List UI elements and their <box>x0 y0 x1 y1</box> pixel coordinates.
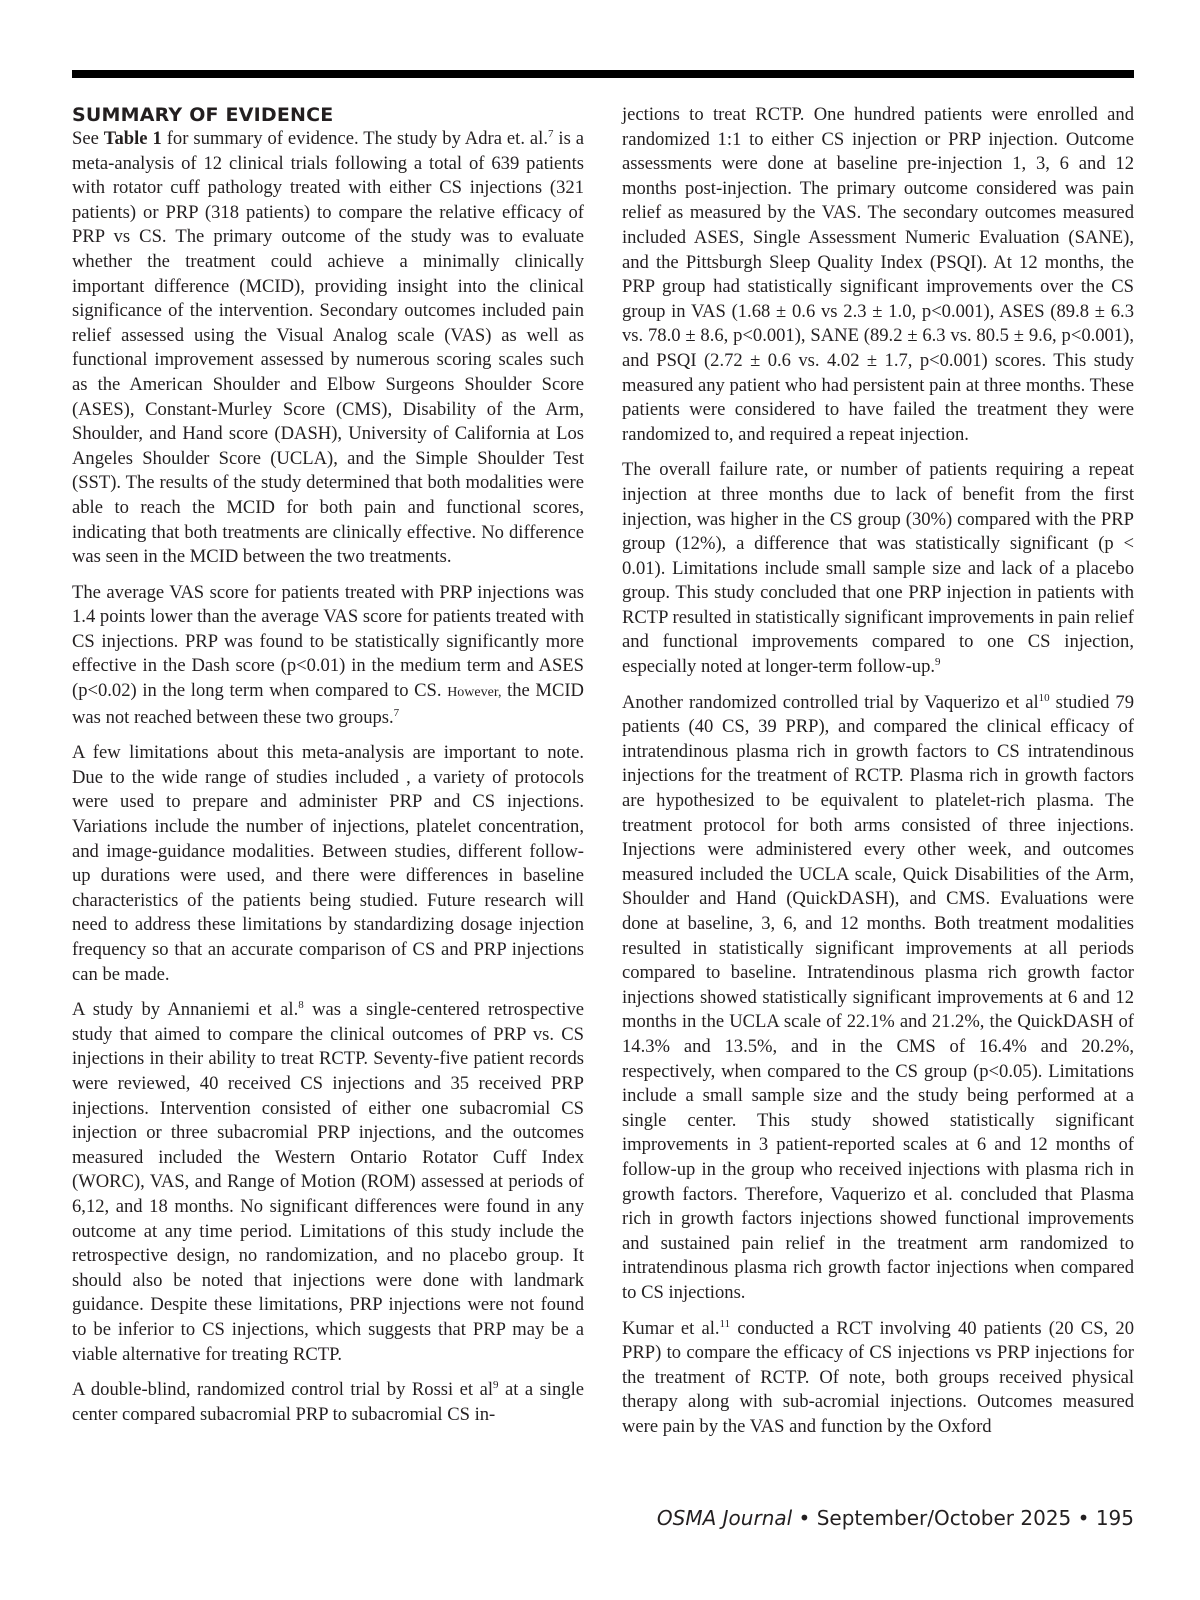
left-column <box>72 103 584 1438</box>
paragraph-rossi-trial <box>72 1378 584 1427</box>
text: Another randomized controlled trial by Vaquerizo et al <box>622 691 1039 713</box>
paragraph-kumar-rct <box>622 1317 1134 1440</box>
page-footer <box>657 1506 1134 1530</box>
page-number: 195 <box>1095 1506 1134 1530</box>
table-reference: Table 1 <box>103 128 162 149</box>
text: at a single center compared subacromial PRP to subacromial CS in- <box>72 1379 585 1425</box>
citation-superscript: 9 <box>935 655 941 668</box>
issue-date: September/October 2025 <box>816 1506 1072 1530</box>
header-rule <box>72 70 1134 78</box>
text: was a single-centered retrospective study that aimed to compare the clinical outcomes of PRP vs. CS injections in their ability to treat RCTP. Seventy-five patient records were reviewed, 40 received CS injections and 35 received PRP injections. Intervention consisted of either one subacromial CS injection or three subacromial PRP injections, and the outcomes measured included the Western Ontario Rotator Cuff Index (WORC), VAS, and Range of Motion (ROM) assessed at periods of 6,12, and 18 months. No significant differences were found in any outcome at any time period. Limitations of this study include the retrospective design, no randomization, and no placebo group. It should also be noted that injections were done with landmark guidance. Despite these limitations, PRP injections were not found to be inferior to CS injections, which suggests that PRP may be a viable alternative for treating RCTP. <box>72 999 585 1365</box>
paragraph-rossi-continued: jections to treat RCTP. One hundred patients were enrolled and randomized 1:1 to either CS injection or PRP injection. Outcome assessments were done at baseline pre-injection 1, 3, 6 and 12 months post-injection. The primary outcome considered was pain relief as measured by the VAS. The secondary outcomes measured included ASES, Single Assessment Numeric Evaluation (SANE), and the Pittsburgh Sleep Quality Index (PSQI). At 12 months, the PRP group had statistically significant improvements over the CS group in VAS (1.68 ± 0.6 vs 2.3 ± 1.0, p<0.001), ASES (89.8 ± 6.3 vs. 78.0 ± 8.6, p<0.001), SANE (89.2 ± 6.3 vs. 80.5 ± 9.6, p<0.001), and PSQI (2.72 ± 0.6 vs. 4.02 ± 1.7, p<0.001) scores. This study measured any patient who had persistent pain at three months. These patients were considered to have failed the treatment they were randomized to, and required a repeat injection. <box>622 104 1134 445</box>
text: conducted a RCT involving 40 patients (20 CS, 20 PRP) to compare the efficacy of CS injections vs PRP injections for the treatment of RCTP. Of note, both groups received physical therapy along with sub-acromial injections. Outcomes measured were pain by the VAS and function by the Oxford <box>622 1317 1134 1437</box>
text: A study by Annaniemi et al. <box>72 999 299 1021</box>
citation-superscript: 7 <box>393 706 400 719</box>
text: See <box>72 128 104 149</box>
text: A double-blind, randomized control trial by Rossi et al <box>72 1379 493 1401</box>
citation-superscript: 9 <box>493 1378 499 1391</box>
paragraph-vas-scores <box>72 581 584 731</box>
paragraph-failure-rate <box>622 458 1134 679</box>
text: for summary of evidence. The study by Adra et. al. <box>161 128 548 149</box>
paragraph-vaquerizo-trial <box>622 691 1134 1306</box>
text: is a meta-analysis of 12 clinical trials following a total of 639 patients with rotator cuff pathology treated with either CS injections (321 patients) or PRP (318 patients) to compare the relative efficacy of PRP vs CS. The primary outcome of the study was to evaluate whether the treatment could achieve a minimally clinically important difference (MCID), providing insight into the clinical significance of the intervention. Secondary outcomes included pain relief assessed using the Visual Analog scale (VAS) as well as functional improvement assessed by numerous scoring scales such as the American Shoulder and Elbow Surgeons Shoulder Score (ASES), Constant-Murley Score (CMS), Disability of the Arm, Shoulder, and Hand score (DASH), University of California at Los Angeles Shoulder Score (UCLA), and the Simple Shoulder Test (SST). The results of the study determined that both modalities were able to reach the MCID for both pain and functional scores, indicating that both treatments are clinically effective. No difference was seen in the MCID between the two treatments. <box>72 128 584 568</box>
paragraph-limitations: A few limitations about this meta-analysis are important to note. Due to the wide range of studies included , a variety of protocols were used to prepare and administer PRP and CS injections. Variations include the number of injections, platelet concentration, and image-guidance modalities. Between studies, different follow-up durations were used, and there were differences in baseline characteristics of the patients being studied. Future research will need to address these limitations by standardizing dosage injection frequency so that an accurate comparison of CS and PRP injections can be made. <box>72 742 584 985</box>
journal-name: OSMA Journal <box>656 1506 793 1530</box>
text: studied 79 patients (40 CS, 39 PRP), and compared the clinical efficacy of intratendinous plasma rich in growth factors to CS intratendinous injections for the treatment of RCTP. Plasma rich in growth factors are hypothesized to be equivalent to platelet-rich plasma. The treatment protocol for both arms consisted of three injections. Injections were administered every other week, and outcomes measured included the UCLA scale, Quick Disabilities of the Arm, Shoulder and Hand (QuickDASH), and CMS. Evaluations were done at baseline, 3, 6, and 12 months. Both treatment modalities resulted in statistically significant improvements at all periods compared to baseline. Intratendinous plasma rich growth factor injections showed statistically significant improvements at 6 and 12 months in the UCLA scale of 22.1% and 21.2%, the QuickDASH of 14.3% and 13.5%, and in the CMS of 16.4% and 20.2%, respectively, when compared to the CS group (p<0.05). Limitations include a small sample size and the study being performed at a single center. This study showed statistically significant improvements in 3 patient-reported scales at 6 and 12 months of follow-up in the group who received injections with plasma rich in growth factors. Therefore, Vaquerizo et al. concluded that Plasma rich in growth factors injections showed functional improvements and sustained pain relief in the treatment arm randomized to intratendinous plasma rich growth factor injections when compared to CS injections. <box>622 691 1135 1303</box>
separator: • <box>1071 1506 1096 1530</box>
text: the MCID was not reached between these two groups. <box>72 680 584 728</box>
citation-superscript: 8 <box>298 999 304 1011</box>
text: The average VAS score for patients treated with PRP injections was 1.4 points lower than the average VAS score for patients treated with CS injections. PRP was found to be statistically significantly more effective in the Dash score (p<0.01) in the medium term and ASES (p<0.02) in the long term when compared to CS. <box>72 581 584 702</box>
separator: • <box>792 1506 817 1530</box>
right-column <box>622 103 1134 1450</box>
text: The overall failure rate, or number of patients requiring a repeat injection at three months due to lack of benefit from the first injection, was higher in the CS group (30%) compared with the PRP group (12%), a difference that was statistically significant (p < 0.01). Limitations include small sample size and lack of a placebo group. This study concluded that one PRP injection in patients with RCTP resulted in statistically significant improvements in pain relief and functional improvements compared to one CS injection, especially noted at longer-term follow-up. <box>622 459 1134 678</box>
text: Kumar et al. <box>622 1317 720 1339</box>
paragraph-annaniemi-study <box>72 998 584 1367</box>
paragraph-adra-meta-analysis <box>72 127 584 570</box>
citation-superscript: 11 <box>719 1317 731 1330</box>
section-heading: SUMMARY OF EVIDENCE <box>72 104 334 126</box>
text-small: However, <box>447 685 502 701</box>
citation-superscript: 10 <box>1038 691 1050 704</box>
citation-superscript: 7 <box>547 127 554 140</box>
